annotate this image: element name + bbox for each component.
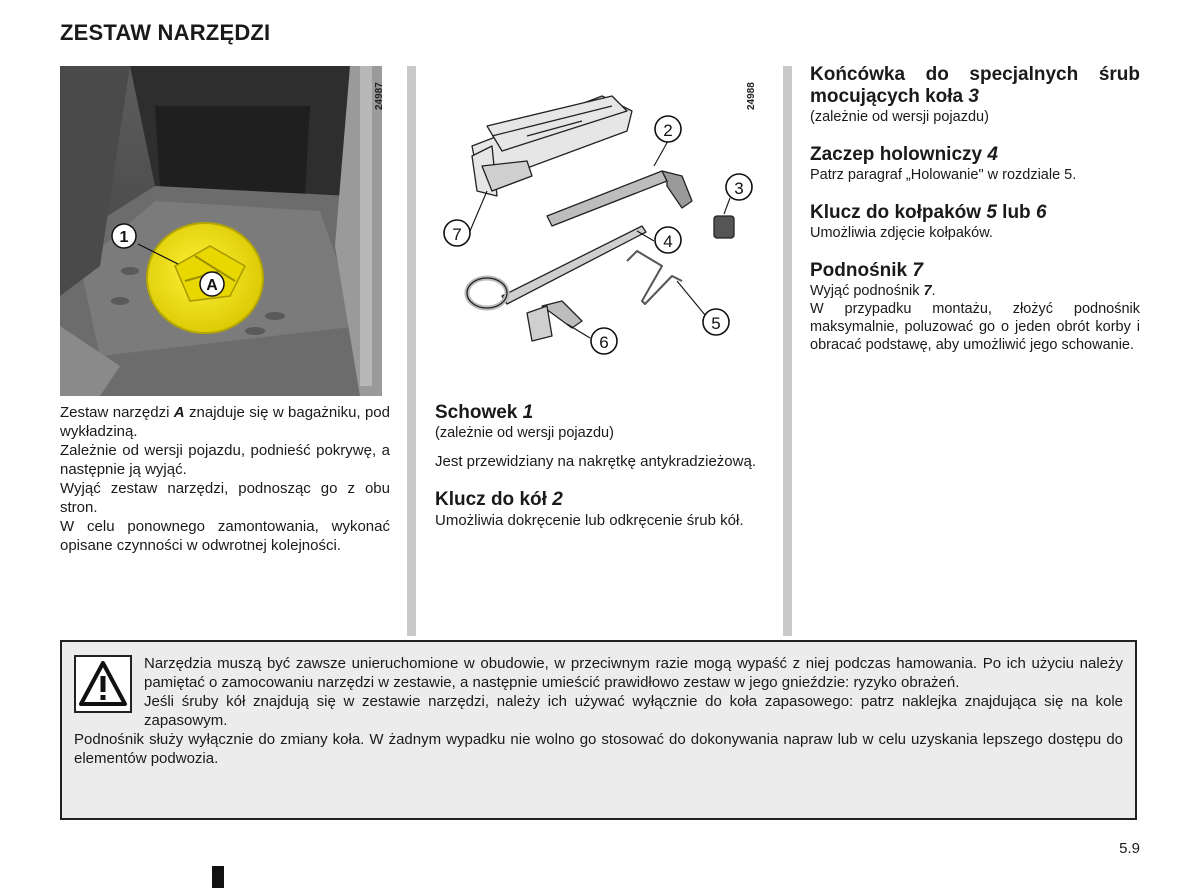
column-2-text [435, 402, 765, 548]
col1-paragraph-4: W celu ponownego zamontowania, wykonać opisane czynności w odwrotnej kolejności. [60, 518, 390, 554]
warning-text [74, 654, 1123, 768]
section-schowek-sub: (zależnie od wersji pojazdu) [435, 425, 614, 441]
warning-paragraph-2: Jeśli śruby kół znajdują się w zestawie narzędzi, należy ich używać wyłącznie do koła zapasowego: patrz naklejka znajdująca się na kole zapasowym. [144, 693, 1123, 729]
column-3-text [810, 64, 1140, 372]
tools-diagram [432, 66, 762, 366]
figure-code-center: 24988 [746, 82, 757, 110]
callout-4-label: 4 [663, 232, 673, 251]
section-klucz-kolpakow-text: Umożliwia zdjęcie kołpaków. [810, 225, 993, 241]
callout-5-label: 5 [711, 314, 721, 333]
section-podnosnik [810, 260, 1140, 354]
section-klucz-kolpakow [810, 202, 1140, 242]
section-schowek-title: Schowek 1 [435, 402, 534, 423]
callout-a-label: A [206, 277, 218, 294]
callout-3-label: 3 [734, 179, 744, 198]
section-zaczep-text: Patrz paragraf „Holowanie" w rozdziale 5. [810, 167, 1077, 183]
warning-paragraph-1: Narzędzia muszą być zawsze unieruchomione w obudowie, w przeciwnym razie mogą wypaść z niej podczas hamowania. Po ich użyciu należy pamiętać o zamocowaniu narzędzi w zestawie, a następnie umieścić prawidłowo zestaw w jego gnieździe: ryzyko obrażeń. [144, 655, 1123, 691]
column-divider-1 [407, 66, 416, 636]
col1-paragraph-2: Zależnie od wersji pojazdu, podnieść pokrywę, a następnie ją wyjąć. [60, 442, 390, 478]
callout-7-label: 7 [452, 225, 462, 244]
margin-mark [212, 866, 224, 888]
section-klucz-kol [435, 489, 765, 530]
section-podnosnik-line1: Wyjąć podnośnik 7. [810, 283, 936, 299]
section-schowek [435, 402, 765, 471]
trunk-photo [60, 66, 382, 396]
section-schowek-text: Jest przewidziany na nakrętkę antykradzieżową. [435, 453, 756, 470]
callout-2-label: 2 [663, 121, 673, 140]
warning-box [60, 640, 1137, 820]
warning-paragraph-3: Podnośnik służy wyłącznie do zmiany koła. W żadnym wypadku nie wolno go stosować do dokonywania napraw lub w celu uzyskania lepszego dostępu do elementów podwozia. [74, 731, 1123, 767]
trunk-illustration [60, 66, 382, 396]
column-divider-2 [783, 66, 792, 636]
col1-paragraph-1: Zestaw narzędzi A znajduje się w bagażniku, pod wykładziną. [60, 404, 390, 440]
callout-6-label: 6 [599, 333, 609, 352]
section-podnosnik-text: W przypadku montażu, złożyć podnośnik maksymalnie, poluzować go o jeden obrót korby i obracać podstawę, aby umożliwić jego schowanie. [810, 301, 1140, 353]
section-podnosnik-title: Podnośnik 7 [810, 260, 923, 281]
section-koncowka [810, 64, 1140, 126]
tools-illustration [432, 66, 762, 366]
section-klucz-kol-text: Umożliwia dokręcenie lub odkręcenie śrub kół. [435, 512, 744, 529]
section-klucz-kol-title: Klucz do kół 2 [435, 489, 563, 510]
figure-code-left: 24987 [374, 82, 385, 110]
section-koncowka-title: Końcówka do specjalnych śrub mocujących koła 3 [810, 64, 1140, 107]
col1-paragraph-3: Wyjąć zestaw narzędzi, podnosząc go z obu stron. [60, 480, 390, 516]
section-zaczep-title: Zaczep holowniczy 4 [810, 144, 998, 165]
callout-1-label: 1 [119, 229, 129, 246]
page-title: ZESTAW NARZĘDZI [60, 20, 271, 45]
section-zaczep [810, 144, 1140, 184]
column-1-text [60, 403, 390, 555]
section-klucz-kolpakow-title: Klucz do kołpaków 5 lub 6 [810, 202, 1047, 223]
page-number: 5.9 [1119, 840, 1140, 857]
section-koncowka-sub: (zależnie od wersji pojazdu) [810, 109, 989, 125]
